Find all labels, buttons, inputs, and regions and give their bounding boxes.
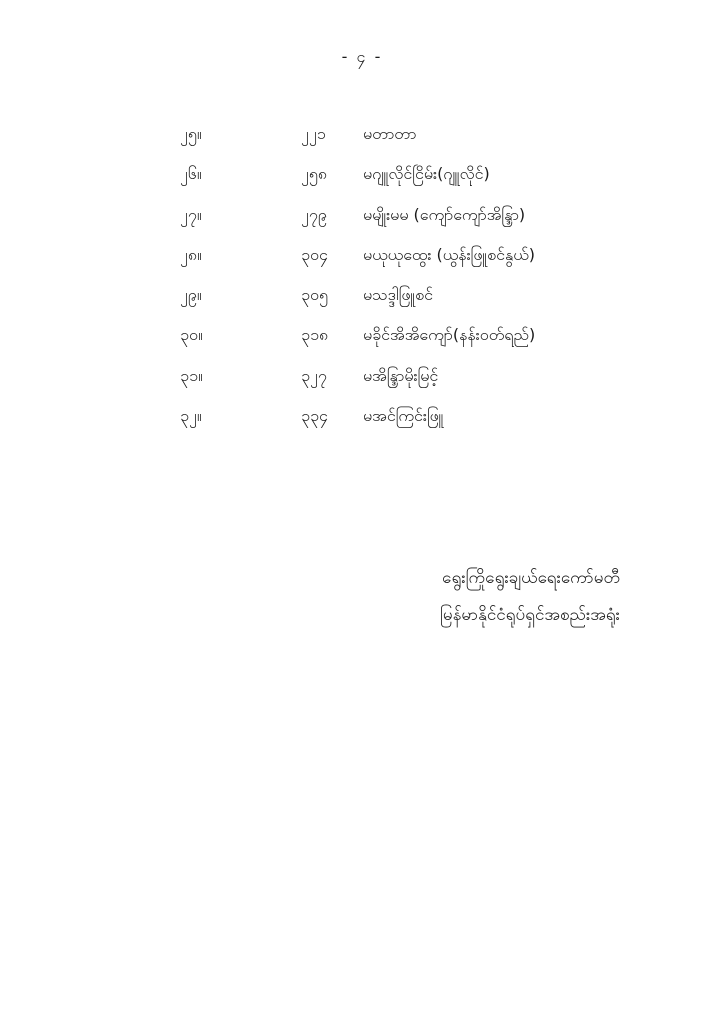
list-item (180, 162, 640, 202)
entry-name: မအိန္ဒြာမိုးမြင့် (363, 365, 439, 385)
entry-page: ၃၀၄ (301, 244, 328, 264)
entry-page: ၂၅၈ (301, 164, 327, 184)
entry-number: ၃၀။ (180, 325, 203, 345)
entry-number: ၂၆။ (180, 164, 202, 184)
entry-name: မမျိုးမမ (ကျော်ကျော်အိန္ဒြာ) (363, 204, 526, 224)
list-item (180, 283, 640, 323)
entry-page: ၃၁၈ (301, 325, 329, 345)
entry-name: မခိုင်အိအိကျော်(နန်း၀တ်ရည်) (363, 325, 536, 345)
list-item (180, 243, 640, 283)
entry-name: မတာတာ (363, 124, 417, 143)
organization-name: မြန်မာနိုင်ငံရုပ်ရှင်အစည်းအရုံး (440, 605, 620, 625)
list-item (180, 364, 640, 404)
list-item (180, 203, 640, 243)
page-number: - ၄ - (341, 47, 383, 66)
entry-number: ၂၉။ (180, 285, 202, 305)
list-item (180, 404, 640, 444)
entry-name: မယုယုထွေး (ယွန်းဖြူစင်နွယ်) (363, 244, 535, 264)
list-item (180, 323, 640, 363)
entry-page: ၂၂၁ (301, 124, 326, 143)
entry-page: ၃၃၄ (301, 406, 328, 426)
entry-number: ၃၂။ (180, 406, 202, 426)
entry-number: ၂၇။ (180, 204, 202, 224)
committee-name: ရွေးကြိုရွေးချယ်ရေးကော်မတီ (442, 568, 620, 588)
signature-block (440, 560, 620, 634)
entry-page: ၃၀၅ (301, 285, 328, 305)
list-item (180, 122, 640, 162)
entry-number: ၃၁။ (180, 365, 203, 385)
entry-number: ၂၅။ (180, 124, 202, 143)
entry-name: မအင်ကြင်းဖြူ (363, 406, 444, 426)
entry-name: မဂျူလိုင်ငြိမ်း(ဂျူလိုင်) (363, 164, 490, 184)
entry-page: ၂၇၉ (301, 204, 327, 224)
contents-list (180, 122, 640, 444)
entry-page: ၃၂၇ (301, 365, 327, 385)
entry-number: ၂၈။ (180, 244, 202, 264)
entry-name: မသဒ္ဒါဖြူစင် (363, 285, 434, 305)
